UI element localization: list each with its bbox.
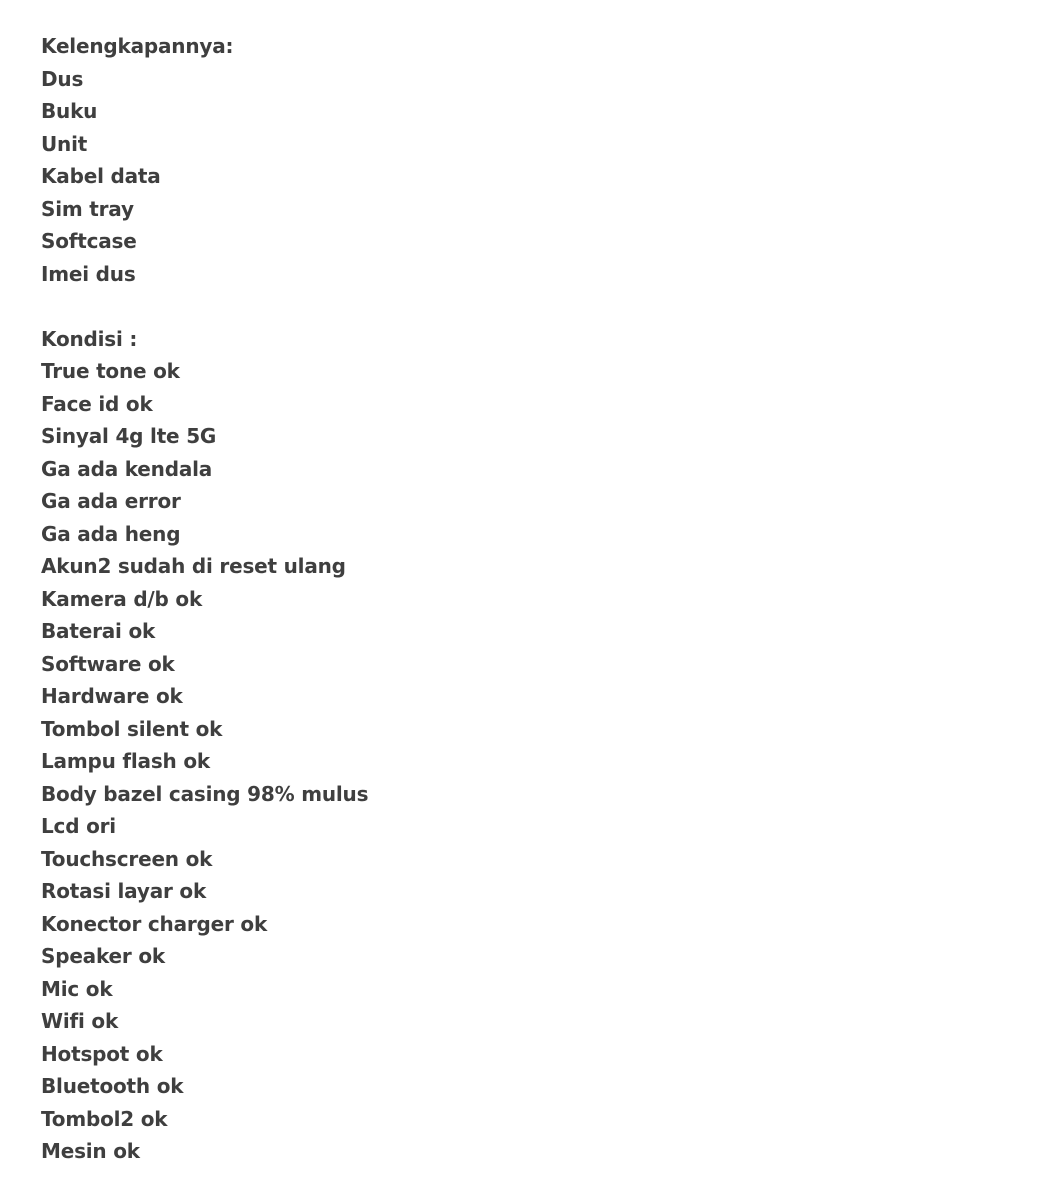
list-item: Kabel data (41, 164, 161, 188)
list-item: Lcd ori (41, 814, 116, 838)
list-item: Tombol2 ok (41, 1106, 168, 1131)
list-item: Dus (41, 66, 84, 91)
list-item: Tombol silent ok (41, 716, 223, 741)
list-item: Sinyal 4g lte 5G (41, 424, 217, 448)
list-item: Face id ok (41, 391, 153, 416)
item-list (41, 63, 368, 291)
list-item: Wifi ok (41, 1009, 119, 1033)
note-document (41, 30, 368, 1168)
list-item: Baterai ok (41, 619, 156, 643)
list-item: Ga ada kendala (41, 456, 213, 481)
list-item: Lampu flash ok (41, 749, 210, 773)
list-item: Bluetooth ok (41, 1074, 184, 1098)
section-kelengkapan (41, 30, 368, 290)
list-item: Imei dus (41, 261, 136, 286)
list-item: Ga ada error (41, 489, 181, 513)
list-item: Hotspot ok (41, 1041, 163, 1066)
list-item: Softcase (41, 229, 137, 253)
section-heading: Kelengkapannya: (41, 34, 234, 58)
list-item: Mic ok (41, 976, 113, 1001)
list-item: Akun2 sudah di reset ulang (41, 554, 346, 578)
section-kondisi (41, 323, 368, 1168)
list-item: Mesin ok (41, 1139, 140, 1163)
list-item: Kamera d/b ok (41, 586, 203, 611)
list-item: Speaker ok (41, 944, 165, 968)
list-item: Software ok (41, 651, 175, 676)
list-item: Konector charger ok (41, 911, 268, 936)
section-heading: Kondisi : (41, 326, 138, 351)
list-item: True tone ok (41, 359, 180, 383)
item-list (41, 355, 368, 1168)
list-item: Hardware ok (41, 684, 183, 708)
list-item: Unit (41, 131, 88, 156)
list-item: Sim tray (41, 196, 134, 221)
list-item: Body bazel casing 98% mulus (41, 781, 369, 806)
list-item: Buku (41, 99, 98, 123)
list-item: Touchscreen ok (41, 846, 213, 871)
list-item: Ga ada heng (41, 521, 181, 546)
list-item: Rotasi layar ok (41, 879, 207, 903)
